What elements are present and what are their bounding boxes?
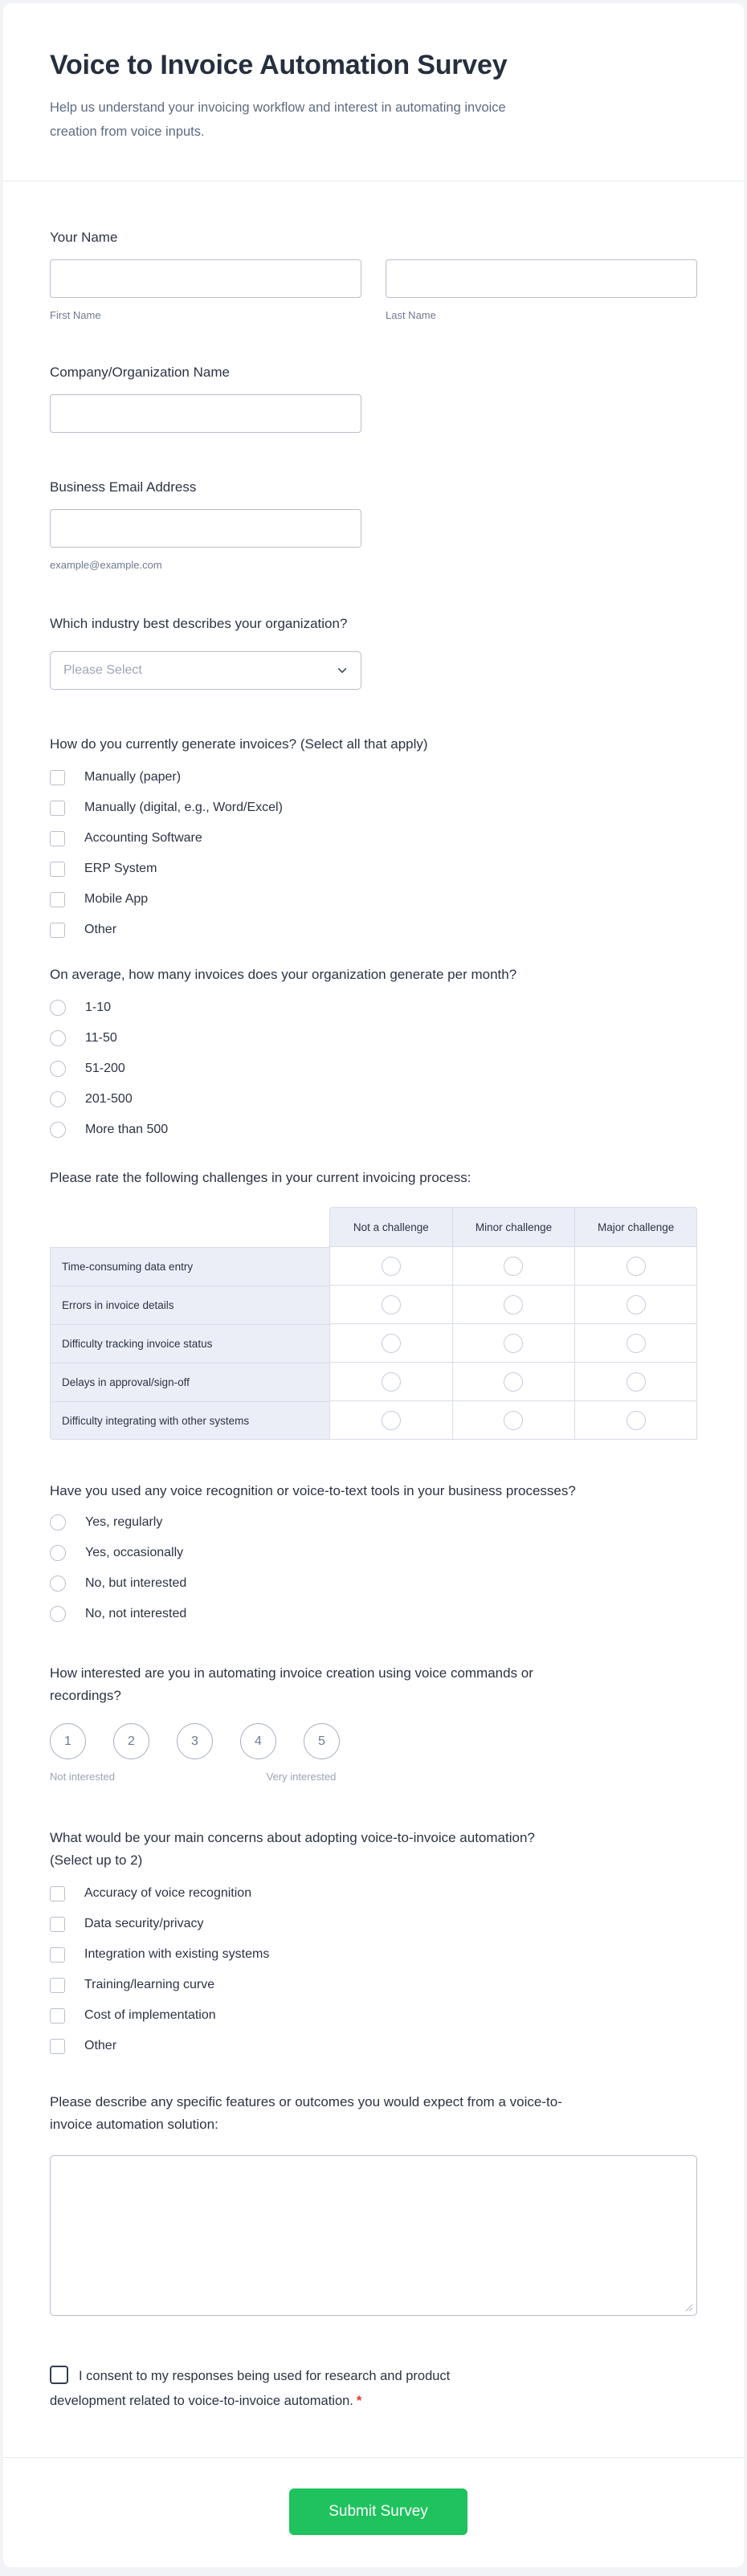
matrix-radio-cell[interactable] <box>574 1363 697 1401</box>
first-name-sublabel: First Name <box>50 309 101 321</box>
field-email <box>50 476 697 571</box>
scale-value-circle[interactable]: 4 <box>240 1723 276 1759</box>
monthly-volume-label: On average, how many invoices does your organization generate per month? <box>50 967 517 982</box>
field-challenges-matrix <box>50 1167 697 1440</box>
matrix-corner-cell <box>50 1207 329 1247</box>
challenges-matrix-label: Please rate the following challenges in your current invoicing process: <box>50 1170 471 1185</box>
form-title: Voice to Invoice Automation Survey <box>50 50 508 80</box>
matrix-radio-cell[interactable] <box>574 1324 697 1363</box>
checkbox-box <box>50 2008 65 2024</box>
radio-circle <box>50 1606 66 1622</box>
matrix-radio-cell[interactable] <box>574 1247 697 1286</box>
radio-option-label: Yes, regularly <box>85 1515 163 1529</box>
radio-circle <box>504 1372 523 1392</box>
expectations-textarea[interactable] <box>50 2155 697 2316</box>
checkbox-option-label: Cost of implementation <box>84 2008 216 2022</box>
radio-option-label: Yes, occasionally <box>85 1546 184 1559</box>
scale-value-circle[interactable]: 5 <box>304 1723 340 1759</box>
checkbox-box <box>50 892 65 907</box>
matrix-row-label: Delays in approval/sign-off <box>50 1363 329 1401</box>
radio-circle <box>627 1334 646 1353</box>
radio-option[interactable] <box>50 1514 697 1531</box>
radio-circle <box>50 1061 66 1077</box>
checkbox-option[interactable] <box>50 830 697 846</box>
industry-selected-value: Please Select <box>63 663 142 677</box>
radio-circle <box>627 1257 646 1276</box>
matrix-radio-cell[interactable] <box>452 1363 575 1401</box>
matrix-radio-cell[interactable] <box>329 1363 452 1401</box>
matrix-radio-cell[interactable] <box>452 1324 575 1363</box>
radio-option[interactable] <box>50 1122 697 1138</box>
field-concerns <box>50 1827 697 2054</box>
radio-circle <box>50 1575 66 1592</box>
radio-circle <box>627 1295 646 1314</box>
field-voice-tools-usage <box>50 1480 697 1622</box>
email-input[interactable] <box>50 509 361 548</box>
radio-circle <box>504 1334 523 1353</box>
field-interest-scale <box>50 1662 697 1785</box>
checkbox-option-label: Training/learning curve <box>84 1978 215 1991</box>
checkbox-box <box>50 2039 65 2054</box>
company-input[interactable] <box>50 394 361 433</box>
interest-scale-label: How interested are you in automating invoice creation using voice commands or recordings? <box>50 1665 533 1703</box>
expectations-label: Please describe any specific features or outcomes you would expect from a voice-to-invoice automation solution: <box>50 2094 562 2132</box>
matrix-radio-cell[interactable] <box>329 1286 452 1324</box>
email-sublabel: example@example.com <box>50 559 162 571</box>
radio-option[interactable] <box>50 1030 697 1046</box>
matrix-radio-cell[interactable] <box>329 1401 452 1440</box>
monthly-volume-options <box>50 1000 697 1138</box>
radio-option[interactable] <box>50 1061 697 1077</box>
voice-tools-usage-label: Have you used any voice recognition or voice-to-text tools in your business processes? <box>50 1483 576 1498</box>
last-name-sublabel: Last Name <box>386 309 436 321</box>
interest-scale-circles <box>50 1723 697 1759</box>
checkbox-box <box>50 923 65 938</box>
generate-methods-options <box>50 769 697 938</box>
checkbox-box <box>50 831 65 846</box>
chevron-down-icon <box>337 665 348 676</box>
your-name-label: Your Name <box>50 230 118 245</box>
last-name-input[interactable] <box>386 259 697 298</box>
checkbox-option[interactable] <box>50 1885 697 1901</box>
matrix-column-header: Major challenge <box>574 1207 697 1247</box>
radio-circle <box>382 1372 401 1392</box>
radio-circle <box>50 1000 66 1016</box>
checkbox-box <box>50 770 65 785</box>
generate-methods-label: How do you currently generate invoices? (Select all that apply) <box>50 736 428 752</box>
checkbox-option[interactable] <box>50 1977 697 1993</box>
checkbox-option[interactable] <box>50 1946 697 1963</box>
field-expectations <box>50 2091 697 2316</box>
matrix-row-label: Errors in invoice details <box>50 1286 329 1324</box>
checkbox-option[interactable] <box>50 769 697 785</box>
checkbox-box <box>50 1947 65 1963</box>
checkbox-option-label: Manually (digital, e.g., Word/Excel) <box>84 801 283 814</box>
checkbox-box <box>50 1886 65 1901</box>
required-asterisk: * <box>356 2394 362 2408</box>
radio-circle <box>382 1295 401 1314</box>
field-company <box>50 361 697 433</box>
matrix-radio-cell[interactable] <box>574 1401 697 1440</box>
checkbox-option-label: Manually (paper) <box>84 770 182 784</box>
checkbox-box <box>50 1978 65 1993</box>
radio-circle <box>50 1514 66 1531</box>
resize-handle-icon[interactable] <box>685 2304 693 2312</box>
radio-circle <box>504 1257 523 1276</box>
form-subtitle: Help us understand your invoicing workflow and interest in automating invoice creation from voice inputs. <box>50 100 506 139</box>
radio-option-label: 51-200 <box>85 1062 125 1075</box>
matrix-column-header: Minor challenge <box>452 1207 575 1247</box>
interest-scale-captions <box>50 1771 697 1785</box>
radio-option-label: No, but interested <box>85 1576 187 1590</box>
scale-value-circle[interactable]: 2 <box>113 1723 149 1759</box>
company-label: Company/Organization Name <box>50 365 230 380</box>
radio-option-label: 1-10 <box>85 1001 112 1014</box>
scale-value-circle[interactable]: 1 <box>50 1723 86 1759</box>
radio-circle <box>627 1411 646 1430</box>
checkbox-option-label: Mobile App <box>84 892 149 906</box>
checkbox-option[interactable] <box>50 922 697 938</box>
radio-circle <box>50 1030 66 1046</box>
checkbox-box <box>50 1917 65 1932</box>
scale-min-label: Not interested <box>50 1771 115 1783</box>
concerns-label: What would be your main concerns about adopting voice-to-invoice automation? (Select up to 2) <box>50 1830 535 1868</box>
radio-circle <box>50 1545 66 1561</box>
industry-label: Which industry best describes your organization? <box>50 616 348 631</box>
radio-circle <box>50 1122 66 1138</box>
checkbox-option[interactable] <box>50 891 697 907</box>
checkbox-option-label: Accounting Software <box>84 831 202 845</box>
checkbox-option-label: Data security/privacy <box>84 1917 204 1930</box>
scale-value-circle[interactable]: 3 <box>177 1723 213 1759</box>
matrix-radio-cell[interactable] <box>329 1247 452 1286</box>
radio-option-label: No, not interested <box>85 1607 187 1620</box>
matrix-radio-cell[interactable] <box>574 1286 697 1324</box>
radio-circle <box>627 1372 646 1392</box>
checkbox-option[interactable] <box>50 800 697 816</box>
challenges-matrix-table <box>50 1207 697 1440</box>
radio-option-label: 201-500 <box>85 1092 133 1106</box>
checkbox-option[interactable] <box>50 2007 697 2024</box>
consent-text: I consent to my responses being used for research and product development related to voice-to-invoice automation. <box>50 2369 451 2408</box>
field-your-name <box>50 226 697 321</box>
radio-option[interactable] <box>50 1091 697 1107</box>
radio-circle <box>382 1411 401 1430</box>
field-monthly-volume <box>50 964 697 1138</box>
matrix-radio-cell[interactable] <box>452 1286 575 1324</box>
matrix-row-label: Difficulty tracking invoice status <box>50 1324 329 1363</box>
survey-form-card <box>3 3 744 2567</box>
consent-row[interactable] <box>50 2364 520 2414</box>
industry-select[interactable] <box>50 651 361 690</box>
form-footer <box>50 2458 697 2535</box>
radio-option-label: 11-50 <box>85 1031 117 1045</box>
matrix-radio-cell[interactable] <box>452 1247 575 1286</box>
scale-max-label: Very interested <box>266 1771 337 1783</box>
radio-option[interactable] <box>50 1606 697 1622</box>
radio-circle <box>382 1257 401 1276</box>
radio-option[interactable] <box>50 1545 697 1561</box>
radio-circle <box>50 1091 66 1107</box>
radio-circle <box>504 1295 523 1314</box>
submit-button[interactable]: Submit Survey <box>289 2488 467 2535</box>
radio-circle <box>382 1334 401 1353</box>
field-industry <box>50 613 697 690</box>
checkbox-option-label: Other <box>84 923 117 936</box>
matrix-row-label: Difficulty integrating with other systems <box>50 1401 329 1440</box>
field-generate-methods <box>50 733 697 938</box>
radio-option-label: More than 500 <box>85 1123 169 1136</box>
radio-option[interactable] <box>50 1575 697 1592</box>
checkbox-option-label: Accuracy of voice recognition <box>84 1886 252 1900</box>
consent-checkbox <box>50 2366 68 2384</box>
checkbox-option[interactable] <box>50 1916 697 1932</box>
checkbox-option[interactable] <box>50 2038 697 2054</box>
checkbox-option-label: Other <box>84 2039 117 2052</box>
matrix-radio-cell[interactable] <box>329 1324 452 1363</box>
checkbox-option[interactable] <box>50 861 697 877</box>
matrix-column-header: Not a challenge <box>329 1207 452 1247</box>
checkbox-option-label: Integration with existing systems <box>84 1947 270 1961</box>
first-name-input[interactable] <box>50 259 361 298</box>
voice-tools-options <box>50 1514 697 1622</box>
concerns-options <box>50 1885 697 2054</box>
checkbox-box <box>50 862 65 877</box>
matrix-row-label: Time-consuming data entry <box>50 1247 329 1286</box>
checkbox-option-label: ERP System <box>84 862 157 875</box>
radio-circle <box>504 1411 523 1430</box>
checkbox-box <box>50 801 65 816</box>
matrix-radio-cell[interactable] <box>452 1401 575 1440</box>
email-label: Business Email Address <box>50 479 197 495</box>
radio-option[interactable] <box>50 1000 697 1016</box>
